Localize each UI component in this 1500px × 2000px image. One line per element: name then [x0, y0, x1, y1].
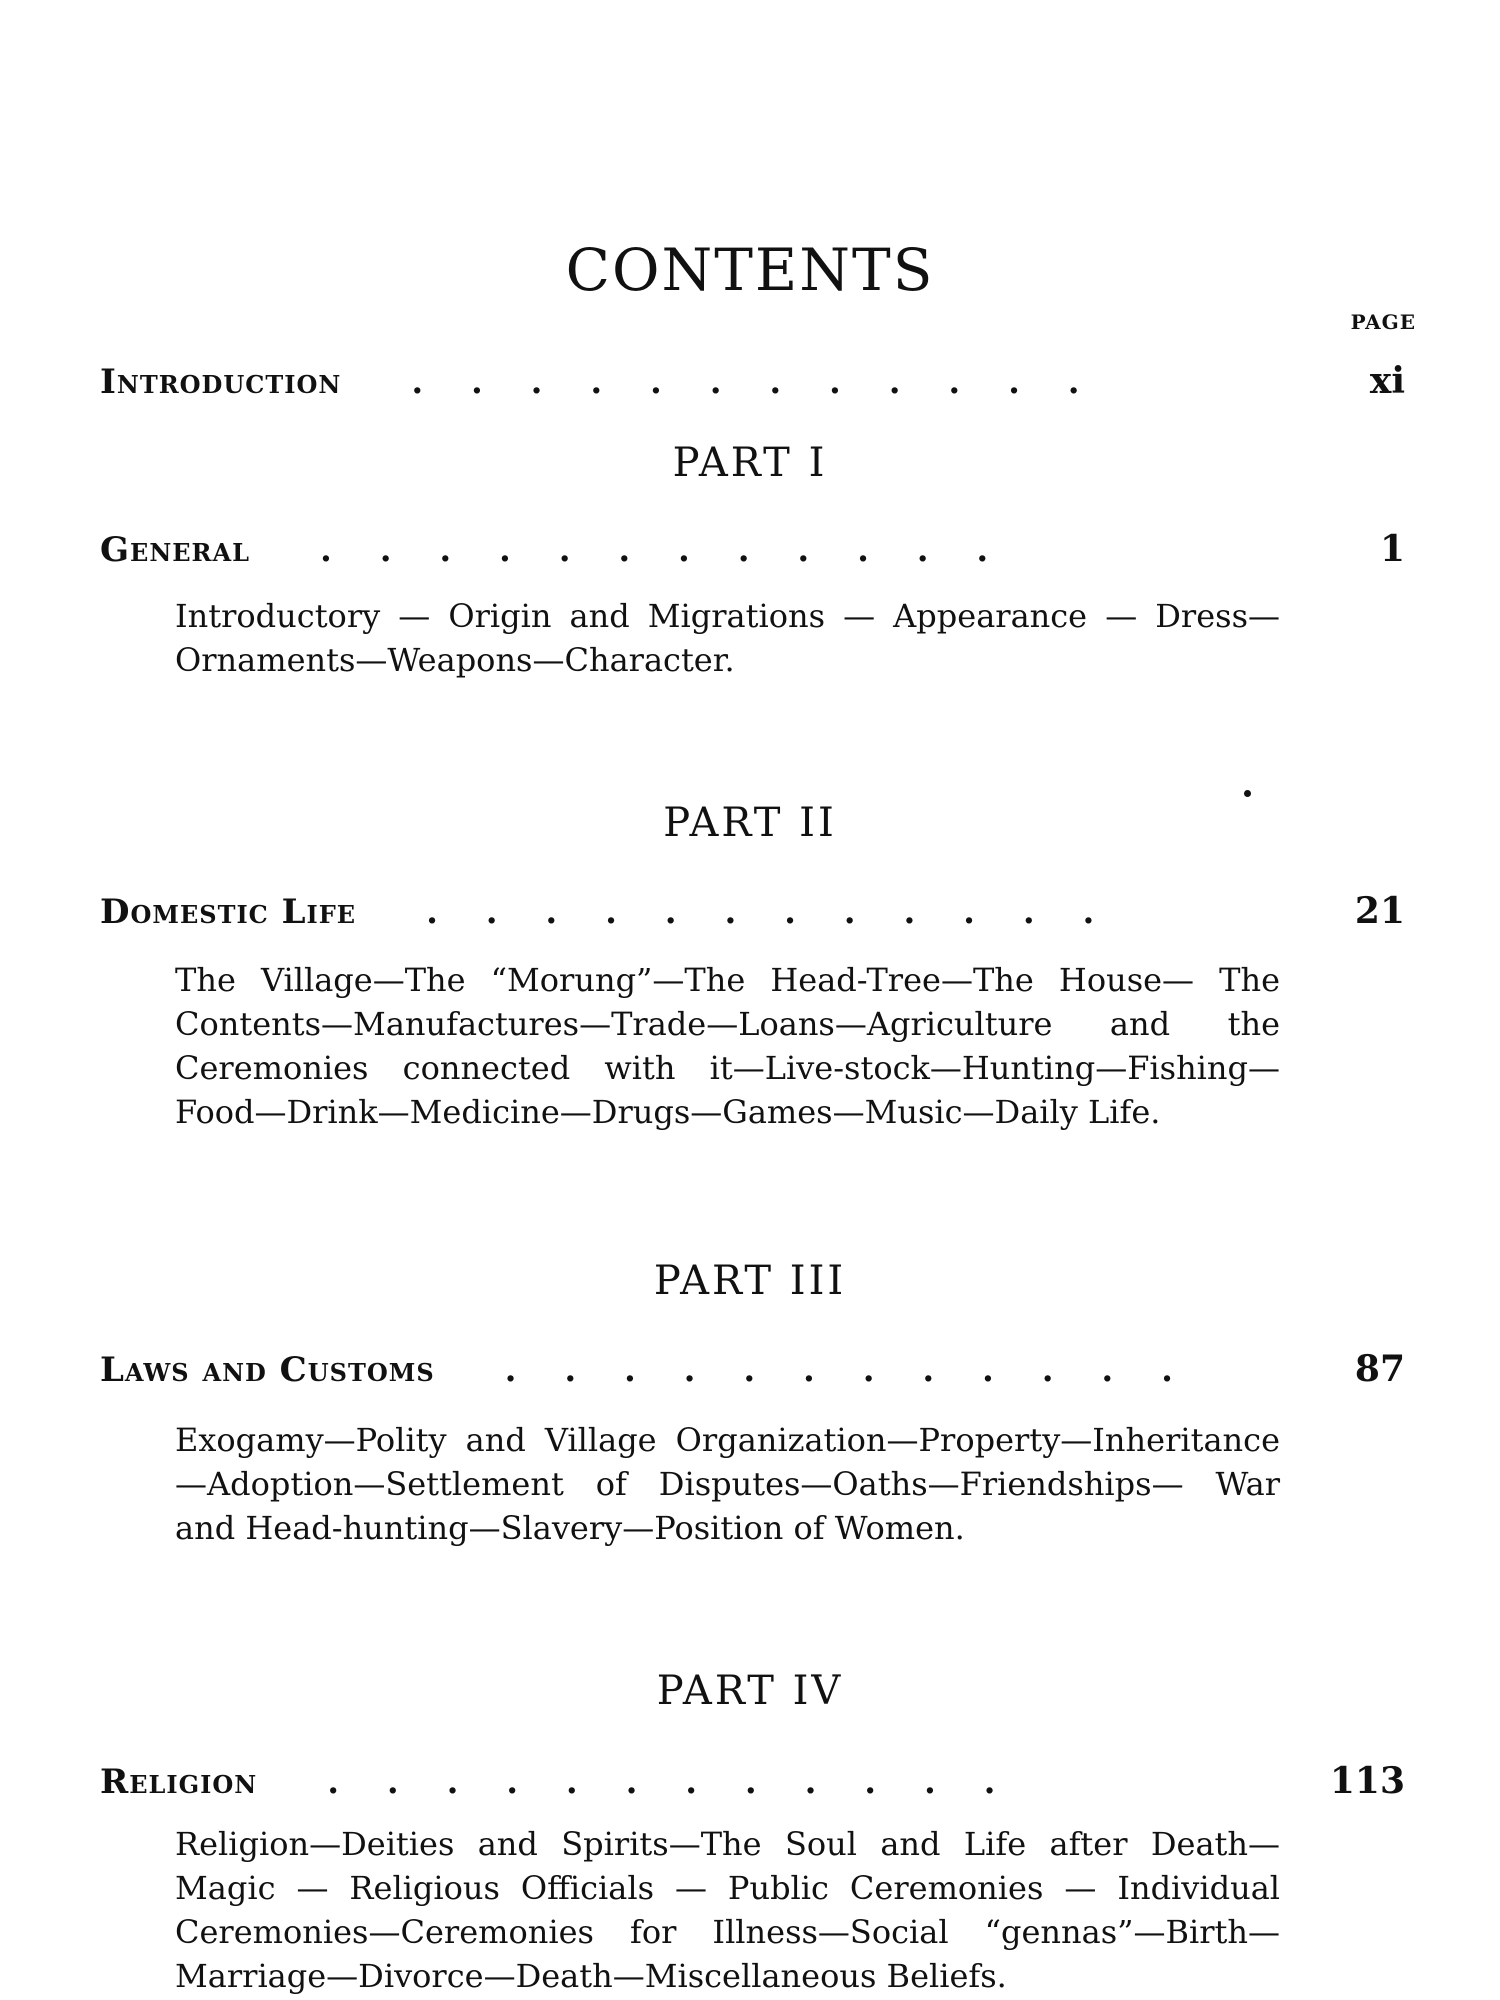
dot-leader: . . . . . . . . . . . . [327, 1762, 1014, 1802]
toc-entry-domestic-life[interactable] [100, 890, 1405, 932]
toc-entry-introduction[interactable] [100, 360, 1405, 402]
dot-leader: . . . . . . . . . . . . [426, 892, 1113, 932]
dot-leader: . . . . . . . . . . . . [320, 530, 1007, 570]
toc-entry-general[interactable] [100, 528, 1405, 570]
toc-entry-title: General [100, 530, 251, 570]
toc-entry-title: Introduction [100, 362, 342, 402]
part-heading: PART III [653, 1258, 847, 1304]
toc-entry-title: Religion [100, 1762, 258, 1802]
toc-page-number: 21 [1354, 890, 1405, 932]
page-column-label: PAGE [1350, 310, 1416, 334]
toc-entry-title: Laws and Customs [100, 1350, 435, 1390]
chapter-summary: Exogamy—Polity and Village Organization—Property—Inheritance—Adoption—Settlement of Disputes—Oaths—Friendships— War and Head-hunting—Slavery—Position of Women. [175, 1421, 1280, 1547]
toc-entry-religion[interactable] [100, 1760, 1405, 1802]
part-heading: PART I [672, 440, 828, 486]
dot-leader: . . . . . . . . . . . . [504, 1350, 1191, 1390]
toc-entry-laws-and-customs[interactable] [100, 1348, 1405, 1390]
toc-entry-title: Domestic Life [100, 892, 357, 932]
toc-page-number: 113 [1329, 1760, 1405, 1802]
stray-ink-dot [1244, 790, 1251, 797]
toc-page-number: 1 [1379, 528, 1405, 570]
chapter-summary: The Village—The “Morung”—The Head-Tree—The House— The Contents—Manufactures—Trade—Loans—Agriculture and the Ceremonies connected with it—Live-stock—Hunting—Fishing— Food—Drink—Medicine—Drugs—Games—Music—Daily Life. [175, 961, 1280, 1131]
dot-leader: . . . . . . . . . . . . [411, 362, 1098, 402]
chapter-summary: Religion—Deities and Spirits—The Soul and Life after Death— Magic — Religious Officials — Public Ceremonies — Individual Ceremonies—Ceremonies for Illness—Social “gennas”—Birth— Marriage—Divorce—Death—Miscellaneous Beliefs. [175, 1825, 1280, 1995]
part-heading: PART II [663, 800, 837, 846]
toc-page-number: xi [1369, 360, 1405, 402]
page-title: CONTENTS [565, 236, 935, 304]
toc-page-number: 87 [1354, 1348, 1405, 1390]
chapter-summary: Introductory — Origin and Migrations — Appearance — Dress— Ornaments—Weapons—Character. [175, 597, 1280, 679]
part-heading: PART IV [656, 1668, 844, 1714]
